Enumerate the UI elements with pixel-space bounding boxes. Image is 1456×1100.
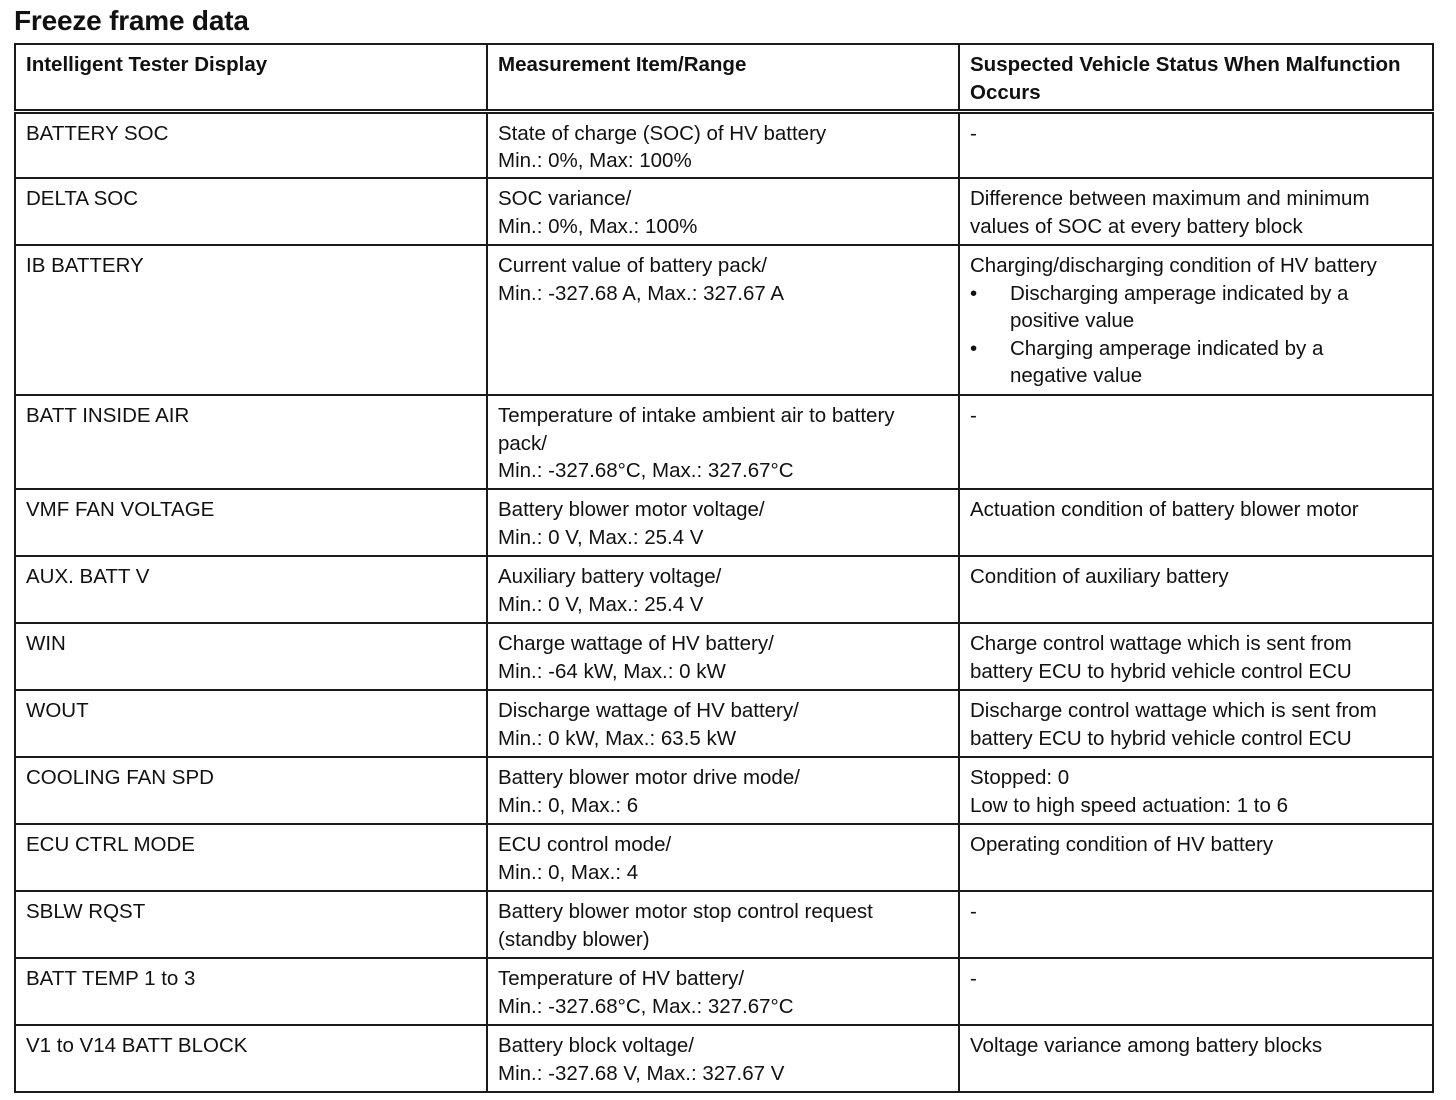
status-text: Voltage variance among battery blocks bbox=[970, 1034, 1323, 1057]
measurement-text: Min.: 0%, Max.: 100% bbox=[498, 214, 698, 238]
measurement-text: Min.: 0, Max.: 4 bbox=[498, 860, 639, 884]
status-text: values of SOC at every battery block bbox=[970, 214, 1303, 238]
tester-display-text: AUX. BATT V bbox=[26, 565, 150, 588]
header-row bbox=[15, 44, 1433, 111]
cell-suspected-status bbox=[959, 690, 1433, 757]
measurement-text: State of charge (SOC) of HV battery bbox=[498, 121, 827, 145]
cell-measurement bbox=[487, 111, 959, 178]
status-text: - bbox=[970, 404, 977, 427]
measurement-text: Min.: -327.68°C, Max.: 327.67°C bbox=[498, 994, 794, 1018]
status-text: Actuation condition of battery blower motor bbox=[970, 498, 1359, 521]
measurement-text: Battery block voltage/ bbox=[498, 1034, 694, 1057]
table-row bbox=[15, 489, 1433, 556]
cell-measurement bbox=[487, 757, 959, 824]
cell-suspected-status bbox=[959, 958, 1433, 1025]
cell-tester-display bbox=[15, 623, 487, 690]
measurement-text: Battery blower motor voltage/ bbox=[498, 498, 765, 521]
cell-suspected-status bbox=[959, 111, 1433, 178]
measurement-text: Temperature of HV battery/ bbox=[498, 967, 745, 990]
measurement-text: Min.: 0 V, Max.: 25.4 V bbox=[498, 525, 704, 549]
page-title: Freeze frame data bbox=[14, 5, 249, 36]
status-text: Discharge control wattage which is sent from bbox=[970, 699, 1377, 722]
measurement-text: Min.: -327.68°C, Max.: 327.67°C bbox=[498, 459, 794, 482]
cell-tester-display bbox=[15, 178, 487, 245]
header-tester-display bbox=[15, 44, 487, 111]
table-row bbox=[15, 245, 1433, 395]
tester-display-text: COOLING FAN SPD bbox=[26, 766, 214, 789]
cell-suspected-status bbox=[959, 757, 1433, 824]
cell-suspected-status bbox=[959, 824, 1433, 891]
measurement-text: Min.: 0%, Max: 100% bbox=[498, 149, 692, 172]
bullet-text: Discharging amperage indicated by a bbox=[1010, 281, 1349, 305]
bullet-text: negative value bbox=[1010, 364, 1143, 387]
status-bullet-list bbox=[970, 280, 1423, 390]
tester-display-text: VMF FAN VOLTAGE bbox=[26, 498, 215, 521]
status-text: Condition of auxiliary battery bbox=[970, 565, 1229, 588]
cell-measurement bbox=[487, 824, 959, 891]
cell-tester-display bbox=[15, 1025, 487, 1092]
status-bullet-item bbox=[970, 335, 1423, 390]
measurement-text: Discharge wattage of HV battery/ bbox=[498, 699, 799, 722]
cell-tester-display bbox=[15, 824, 487, 891]
status-text: - bbox=[970, 967, 977, 990]
measurement-text: Min.: 0 V, Max.: 25.4 V bbox=[498, 592, 704, 616]
table-row bbox=[15, 690, 1433, 757]
table-row bbox=[15, 623, 1433, 690]
cell-tester-display bbox=[15, 489, 487, 556]
status-text: Low to high speed actuation: 1 to 6 bbox=[970, 793, 1288, 817]
measurement-text: Battery blower motor drive mode/ bbox=[498, 766, 800, 789]
status-text: battery ECU to hybrid vehicle control ECU bbox=[970, 726, 1352, 750]
tester-display-text: V1 to V14 BATT BLOCK bbox=[26, 1034, 248, 1057]
measurement-text: Charge wattage of HV battery/ bbox=[498, 632, 774, 655]
tester-display-text: BATT INSIDE AIR bbox=[26, 404, 190, 427]
cell-suspected-status bbox=[959, 178, 1433, 245]
cell-measurement bbox=[487, 178, 959, 245]
cell-suspected-status bbox=[959, 891, 1433, 958]
table-header bbox=[15, 44, 1433, 111]
measurement-text: SOC variance/ bbox=[498, 187, 632, 210]
cell-tester-display bbox=[15, 245, 487, 395]
tester-display-text: DELTA SOC bbox=[26, 187, 139, 210]
header-measurement-item bbox=[487, 44, 959, 111]
cell-measurement bbox=[487, 245, 959, 395]
status-text: - bbox=[970, 900, 977, 923]
table-row bbox=[15, 757, 1433, 824]
table-body bbox=[15, 111, 1433, 1092]
measurement-text: Battery blower motor stop control request bbox=[498, 900, 873, 923]
tester-display-text: WOUT bbox=[26, 699, 89, 722]
bullet-text: positive value bbox=[1010, 309, 1135, 332]
measurement-text: Min.: 0, Max.: 6 bbox=[498, 793, 639, 817]
cell-measurement bbox=[487, 958, 959, 1025]
cell-measurement bbox=[487, 623, 959, 690]
cell-measurement bbox=[487, 891, 959, 958]
header-suspected-status-line: When Malfunction Occurs bbox=[970, 53, 1401, 104]
cell-tester-display bbox=[15, 757, 487, 824]
status-text: Charging/discharging condition of HV battery bbox=[970, 254, 1377, 277]
measurement-text: Min.: -327.68 V, Max.: 327.67 V bbox=[498, 1061, 785, 1085]
measurement-text: Min.: -327.68 A, Max.: 327.67 A bbox=[498, 281, 785, 305]
header-measurement-item-label: Measurement Item/Range bbox=[498, 53, 747, 76]
table-row bbox=[15, 178, 1433, 245]
table-row bbox=[15, 111, 1433, 178]
header-suspected-status-line: Suspected Vehicle Status bbox=[970, 53, 1219, 76]
measurement-text: Min.: 0 kW, Max.: 63.5 kW bbox=[498, 726, 737, 750]
cell-tester-display bbox=[15, 395, 487, 489]
measurement-text: Current value of battery pack/ bbox=[498, 254, 767, 277]
status-text: Stopped: 0 bbox=[970, 766, 1070, 789]
status-text: battery ECU to hybrid vehicle control ECU bbox=[970, 659, 1352, 683]
cell-measurement bbox=[487, 395, 959, 489]
tester-display-text: BATT TEMP 1 to 3 bbox=[26, 967, 196, 990]
status-text: - bbox=[970, 121, 977, 145]
cell-tester-display bbox=[15, 690, 487, 757]
cell-tester-display bbox=[15, 958, 487, 1025]
cell-tester-display bbox=[15, 556, 487, 623]
tester-display-text: IB BATTERY bbox=[26, 254, 144, 277]
cell-suspected-status bbox=[959, 556, 1433, 623]
table-row bbox=[15, 395, 1433, 489]
status-text: Charge control wattage which is sent from bbox=[970, 632, 1352, 655]
cell-suspected-status bbox=[959, 1025, 1433, 1092]
table-row bbox=[15, 1025, 1433, 1092]
freeze-frame-table bbox=[14, 43, 1434, 1093]
cell-suspected-status bbox=[959, 245, 1433, 395]
status-text: Operating condition of HV battery bbox=[970, 833, 1274, 856]
header-suspected-status bbox=[959, 44, 1433, 111]
tester-display-text: WIN bbox=[26, 632, 66, 655]
cell-suspected-status bbox=[959, 623, 1433, 690]
table-row bbox=[15, 824, 1433, 891]
table-row bbox=[15, 556, 1433, 623]
cell-measurement bbox=[487, 556, 959, 623]
bullet-icon: • bbox=[970, 336, 978, 360]
tester-display-text: ECU CTRL MODE bbox=[26, 833, 195, 856]
cell-measurement bbox=[487, 1025, 959, 1092]
measurement-text: Auxiliary battery voltage/ bbox=[498, 565, 722, 588]
tester-display-text: SBLW RQST bbox=[26, 900, 146, 923]
bullet-text: Charging amperage indicated by a bbox=[1010, 336, 1324, 360]
measurement-text: pack/ bbox=[498, 431, 547, 455]
measurement-text: (standby blower) bbox=[498, 927, 650, 951]
status-text: Difference between maximum and minimum bbox=[970, 187, 1370, 210]
measurement-text: ECU control mode/ bbox=[498, 833, 672, 856]
header-tester-display-label: Intelligent Tester Display bbox=[26, 53, 268, 76]
cell-measurement bbox=[487, 489, 959, 556]
measurement-text: Temperature of intake ambient air to battery bbox=[498, 404, 895, 427]
cell-suspected-status bbox=[959, 489, 1433, 556]
table-row bbox=[15, 891, 1433, 958]
tester-display-text: BATTERY SOC bbox=[26, 121, 169, 145]
bullet-icon: • bbox=[970, 281, 978, 305]
measurement-text: Min.: -64 kW, Max.: 0 kW bbox=[498, 659, 726, 683]
cell-tester-display bbox=[15, 891, 487, 958]
cell-suspected-status bbox=[959, 395, 1433, 489]
table-row bbox=[15, 958, 1433, 1025]
cell-measurement bbox=[487, 690, 959, 757]
status-bullet-item bbox=[970, 280, 1423, 335]
cell-tester-display bbox=[15, 111, 487, 178]
